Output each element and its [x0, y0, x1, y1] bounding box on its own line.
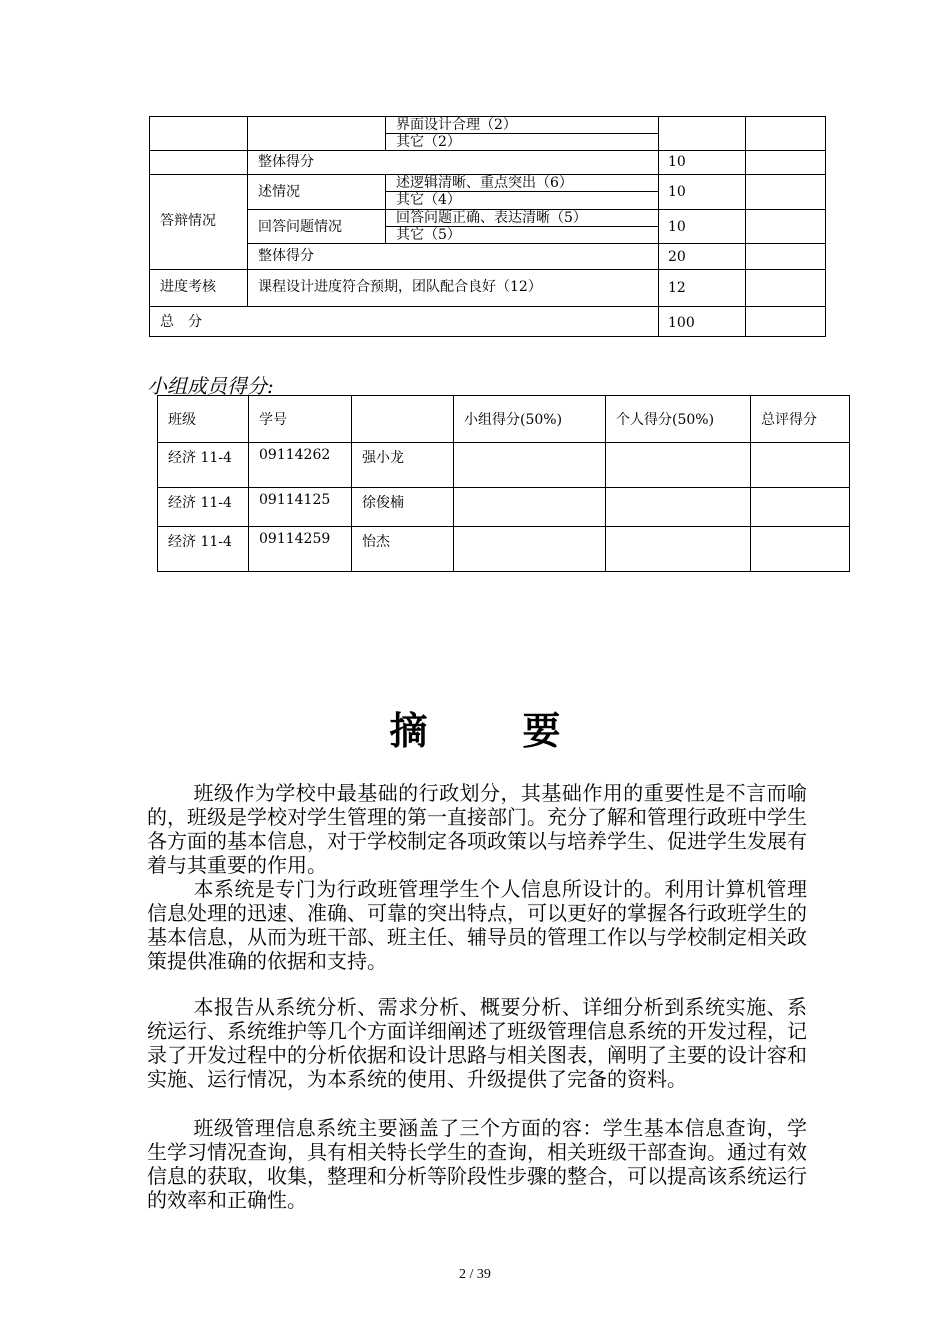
total-score: 100: [668, 315, 695, 331]
col-header-total-score: 总评得分: [751, 396, 850, 443]
progress-score: 12: [668, 280, 686, 296]
page-number: 2 / 39: [459, 1267, 491, 1282]
cell-name: 怡杰: [352, 527, 454, 572]
progress-label: 进度考核: [160, 279, 216, 295]
col-header-personal-score: 个人得分(50%): [606, 396, 751, 443]
cell-total-score: [751, 527, 850, 572]
criterion-ui-other: 其它（2）: [396, 134, 461, 150]
cell-name: 徐俊楠: [352, 488, 454, 527]
overall-score-label-2: 整体得分: [258, 248, 314, 264]
table-header-row: [158, 396, 850, 443]
col-header-id: 学号: [249, 396, 352, 443]
statement-score: 10: [668, 184, 686, 200]
cell-name: 强小龙: [352, 443, 454, 488]
cell-class: 经济 11-4: [158, 527, 249, 572]
cell-personal-score: [606, 443, 751, 488]
col-header-name: [352, 396, 454, 443]
statement-label: 述情况: [258, 184, 300, 200]
cell-group-score: [454, 488, 606, 527]
abstract-paragraph-1: 班级作为学校中最基础的行政划分，其基础作用的重要性是不言而喻的，班级是学校对学生管理的第一直接部门。充分了解和管理行政班中学生各方面的基本信息，对于学校制定各项政策以与培养学生、促进学生发展有着与其重要的作用。: [147, 781, 807, 877]
cell-group-score: [454, 527, 606, 572]
cell-id: 09114262: [249, 443, 352, 488]
defense-label: 答辩情况: [160, 213, 216, 229]
cell-id: 09114125: [249, 488, 352, 527]
col-header-group-score: 小组得分(50%): [454, 396, 606, 443]
table-row: [158, 527, 850, 572]
cell-personal-score: [606, 527, 751, 572]
overall-score-value-1: 10: [668, 154, 686, 170]
cell-id: 09114259: [249, 527, 352, 572]
answer-score: 10: [668, 219, 686, 235]
members-table: [157, 395, 850, 572]
cell-personal-score: [606, 488, 751, 527]
members-heading: 小组成员得分:: [147, 374, 274, 398]
answer-criterion-1: 回答问题正确、表达清晰（5）: [396, 210, 587, 226]
total-label: 总 分: [160, 314, 202, 330]
abstract-paragraph-4: 班级管理信息系统主要涵盖了三个方面的容：学生基本信息查询，学生学习情况查询，具有相关特长学生的查询，相关班级干部查询。通过有效信息的获取，收集，整理和分析等阶段性步骤的整合，可以提高该系统运行的效率和正确性。: [147, 1116, 807, 1212]
cell-class: 经济 11-4: [158, 488, 249, 527]
answer-label: 回答问题情况: [258, 219, 342, 235]
abstract-title: 摘要: [389, 708, 656, 753]
abstract-paragraph-3: 本报告从系统分析、需求分析、概要分析、详细分析到系统实施、系统运行、系统维护等几个方面详细阐述了班级管理信息系统的开发过程，记录了开发过程中的分析依据和设计思路与相关图表，阐明了主要的设计容和实施、运行情况，为本系统的使用、升级提供了完备的资料。: [147, 995, 807, 1091]
cell-total-score: [751, 488, 850, 527]
statement-criterion-1: 述逻辑清晰、重点突出（6）: [396, 175, 573, 191]
cell-group-score: [454, 443, 606, 488]
overall-score-value-2: 20: [668, 249, 686, 265]
table-row: [158, 488, 850, 527]
cell-total-score: [751, 443, 850, 488]
overall-score-label-1: 整体得分: [258, 154, 314, 170]
progress-criterion: 课程设计进度符合预期，团队配合良好（12）: [258, 279, 542, 295]
cell-class: 经济 11-4: [158, 443, 249, 488]
col-header-class: 班级: [158, 396, 249, 443]
statement-criterion-2: 其它（4）: [396, 192, 461, 208]
abstract-paragraph-2: 本系统是专门为行政班管理学生个人信息所设计的。利用计算机管理信息处理的迅速、准确、可靠的突出特点，可以更好的掌握各行政班学生的基本信息，从而为班干部、班主任、辅导员的管理工作以与学校制定相关政策提供准确的依据和支持。: [147, 877, 807, 973]
answer-criterion-2: 其它（5）: [396, 227, 461, 243]
criterion-ui-design: 界面设计合理（2）: [396, 117, 517, 133]
table-row: [158, 443, 850, 488]
